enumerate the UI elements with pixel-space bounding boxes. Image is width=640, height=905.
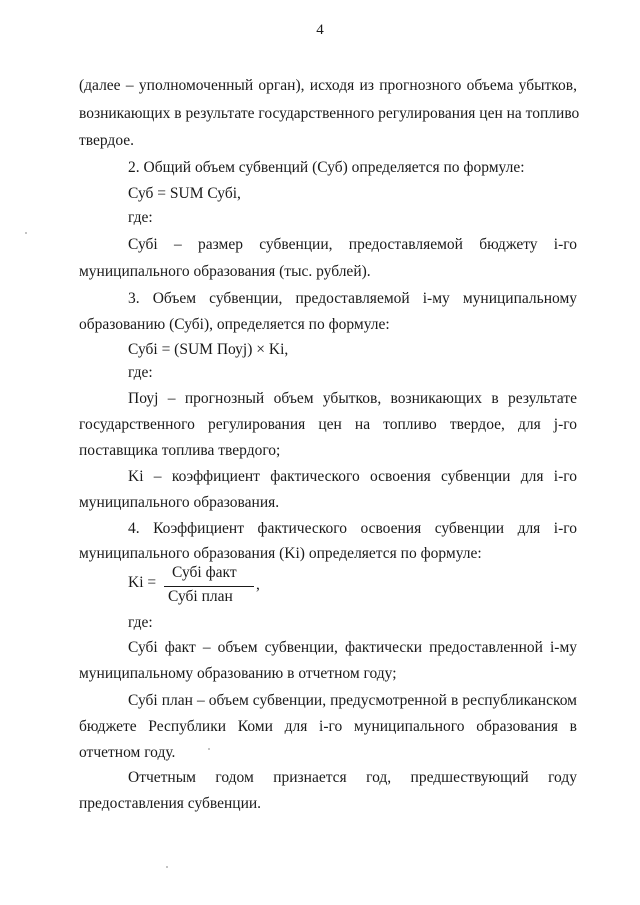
page-number: 4 <box>316 22 324 38</box>
text-line: 4. Коэффициент фактического освоения субвенции для i-го <box>128 520 577 537</box>
formula-total-subvention: Суб = SUM Субi, <box>128 185 241 202</box>
text-line: Субi – размер субвенции, предоставляемой бюджету i-го <box>128 236 577 253</box>
formula-lhs: Ki = <box>128 574 157 591</box>
text-line: 3. Объем субвенции, предоставляемой i-му муниципальному <box>128 290 577 307</box>
fraction-denominator: Субi план <box>168 588 233 605</box>
text-line: бюджете Республики Коми для i-го муниципального образования в <box>79 718 577 735</box>
where-label: где: <box>128 209 153 226</box>
text-line: поставщика топлива твердого; <box>79 442 281 459</box>
text-line: муниципальному образованию в отчетном году; <box>79 665 397 682</box>
where-label: где: <box>128 364 153 381</box>
text-line: государственного регулирования цен на топливо твердое, для j-го <box>79 416 577 433</box>
text-line: Субi план – объем субвенции, предусмотренной в республиканском <box>128 692 577 709</box>
text-line: муниципального образования. <box>79 494 280 511</box>
text-line: твердое. <box>79 132 135 149</box>
text-line: Отчетным годом признается год, предшествующий году <box>128 769 577 786</box>
text-line: 2. Общий объем субвенций (Суб) определяется по формуле: <box>128 159 525 176</box>
formula-municipal-subvention: Субi = (SUM Поуj) × Ki, <box>128 341 289 358</box>
fraction-numerator: Субi факт <box>172 564 237 581</box>
text-line: (далее – уполномоченный орган), исходя из прогнозного объема убытков, <box>79 77 577 94</box>
where-label: где: <box>128 614 153 631</box>
scan-speck <box>208 748 210 750</box>
scan-speck <box>25 232 27 234</box>
text-line: отчетном году. <box>79 744 176 761</box>
text-line: Поуj – прогнозный объем убытков, возникающих в результате <box>128 390 577 407</box>
formula-coefficient <box>128 562 288 606</box>
text-line: образованию (Субi), определяется по формуле: <box>79 316 390 333</box>
text-line: Субi факт – объем субвенции, фактически предоставленной i-му <box>128 639 577 656</box>
fraction-bar <box>164 586 254 587</box>
text-line: Ki – коэффициент фактического освоения субвенции для i-го <box>128 468 577 485</box>
formula-comma: , <box>256 576 260 593</box>
text-line: возникающих в результате государственного регулирования цен на топливо <box>79 105 580 122</box>
text-line: муниципального образования (тыс. рублей). <box>79 263 371 280</box>
text-line: предоставления субвенции. <box>79 795 262 812</box>
scan-speck <box>166 866 168 868</box>
text-line: муниципального образования (Ki) определяется по формуле: <box>79 545 482 562</box>
